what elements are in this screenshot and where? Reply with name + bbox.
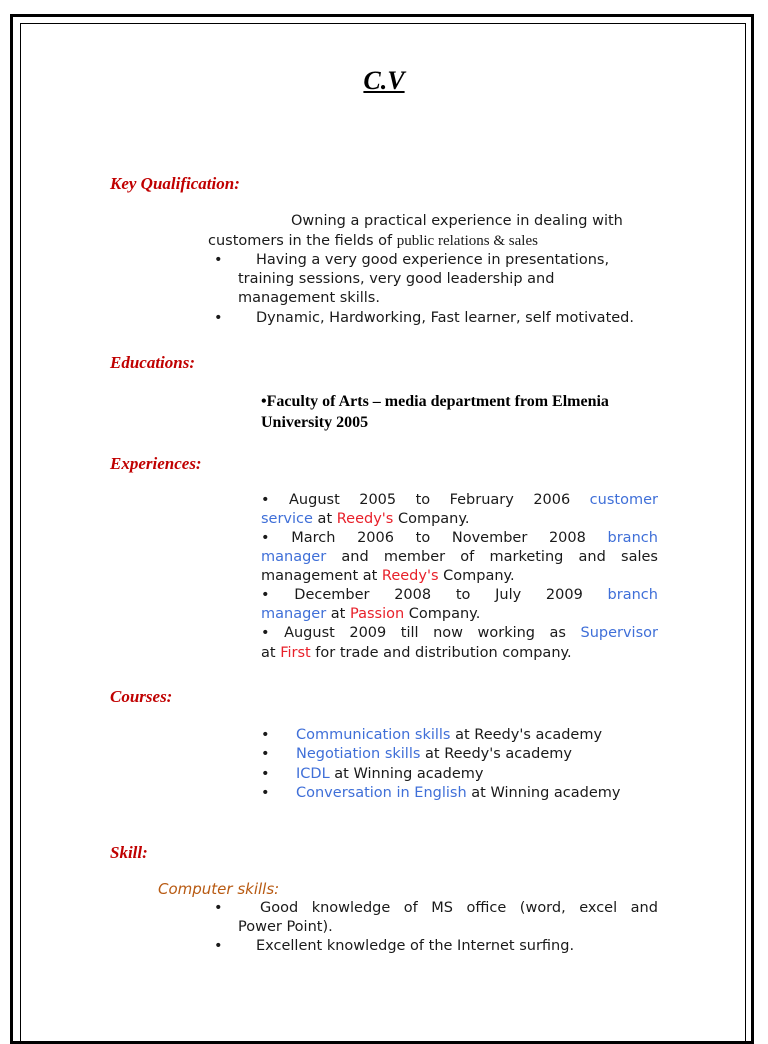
subheading-computer-skills: Computer skills:: [158, 880, 280, 898]
bullet-icon: •: [261, 492, 270, 508]
education-line1: •Faculty of Arts – media department from Elmenia: [261, 393, 609, 410]
kq-intro-line1: Owning a practical experience in dealing with: [291, 213, 623, 229]
heading-skill: Skill:: [110, 843, 148, 862]
experience-3-line2: manager at Passion Company.: [261, 606, 481, 622]
skill-bullet1-line1: Good knowledge of MS office (word, excel and: [260, 900, 658, 916]
kq-bullet1-line3: management skills.: [238, 290, 380, 306]
skill-bullet2: Excellent knowledge of the Internet surfing.: [256, 938, 575, 954]
kq-intro-line2: customers in the fields of public relations & sales: [208, 233, 538, 249]
heading-key-qualification: Key Qualification:: [110, 174, 240, 193]
experience-2-line1: • March 2006 to November 2008 branch: [261, 530, 658, 546]
bullet-icon: •: [261, 530, 270, 546]
bullet-icon: •: [261, 766, 270, 782]
experience-4-line2: at First for trade and distribution company.: [261, 645, 572, 661]
education-line2: University 2005: [261, 414, 369, 431]
kq-bullet2: Dynamic, Hardworking, Fast learner, self motivated.: [256, 310, 634, 326]
document-title: C.V: [363, 66, 405, 95]
experience-3-line1: • December 2008 to July 2009 branch: [261, 587, 658, 603]
course-item: Negotiation skills at Reedy's academy: [296, 746, 572, 762]
bullet-icon: •: [261, 746, 270, 762]
bullet-icon: •: [261, 785, 270, 801]
bullet-icon: •: [261, 727, 270, 743]
bullet-icon: •: [261, 587, 270, 603]
course-item: Conversation in English at Winning academy: [296, 785, 621, 801]
experience-4-line1: • August 2009 till now working as Supervisor: [261, 625, 658, 641]
experience-1-line1: • August 2005 to February 2006 customer: [261, 492, 658, 508]
kq-bullet1-line1: Having a very good experience in presentations,: [256, 252, 610, 268]
bullet-icon: •: [214, 900, 223, 916]
bullet-icon: •: [214, 252, 223, 268]
bullet-icon: •: [214, 310, 223, 326]
experience-2-line2: manager and member of marketing and sales: [261, 549, 658, 565]
experience-1-line2: service at Reedy's Company.: [261, 511, 470, 527]
bullet-icon: •: [214, 938, 223, 954]
course-item: Communication skills at Reedy's academy: [296, 727, 603, 743]
heading-courses: Courses:: [110, 687, 173, 706]
skill-bullet1-line2: Power Point).: [238, 919, 333, 935]
experience-2-line3: management at Reedy's Company.: [261, 568, 515, 584]
heading-experiences: Experiences:: [110, 454, 202, 473]
kq-bullet1-line2: training sessions, very good leadership and: [238, 271, 555, 287]
bullet-icon: •: [261, 625, 270, 641]
heading-educations: Educations:: [110, 353, 196, 372]
course-item: ICDL at Winning academy: [296, 766, 484, 782]
